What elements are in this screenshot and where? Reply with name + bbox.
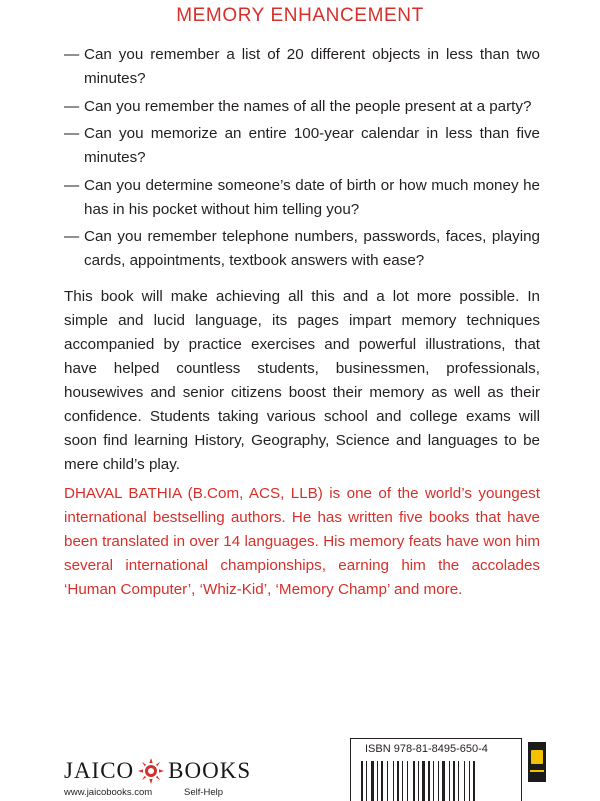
publisher-name-right: BOOKS — [168, 758, 252, 783]
book-description: This book will make achieving all this and a lot more possible. In simple and lucid language, its pages impart memory techniques accompanied by practice exercises and powerful illustrations, that have helped countless students, businessmen, professionals, housewives and senior citizens boost their memory as well as their confidence. Students taking various school and college exams will soon find learning History, Geography, Science and languages to be mere child’s play. — [64, 288, 540, 473]
list-item — [64, 95, 540, 119]
publisher-name-left: JAICO — [64, 758, 135, 783]
question-text: Can you remember a list of 20 different objects in less than two minutes? — [84, 46, 540, 87]
list-item — [64, 225, 540, 273]
dash-bullet: — — [64, 228, 80, 245]
publisher-website: www.jaicobooks.com — [64, 787, 153, 798]
dash-bullet: — — [64, 125, 80, 142]
list-item — [64, 122, 540, 170]
section-heading: MEMORY ENHANCEMENT — [176, 5, 424, 26]
dash-bullet: — — [64, 46, 80, 63]
dash-bullet: — — [64, 97, 80, 115]
question-text: Can you memorize an entire 100-year calendar in less than five minutes? — [84, 125, 540, 166]
barcode-icon — [361, 761, 511, 801]
dash-bullet: — — [64, 176, 80, 194]
question-text: Can you remember the names of all the people present at a party? — [84, 97, 532, 115]
list-item — [64, 174, 540, 222]
publisher-logo — [64, 758, 251, 784]
isbn-text: ISBN 978-81-8495-650-4 — [365, 743, 488, 755]
question-list — [64, 43, 540, 277]
imprint-badge-icon — [528, 742, 546, 782]
question-text: Can you remember telephone numbers, passwords, faces, playing cards, appointments, textbook answers with ease? — [84, 228, 540, 269]
sun-emblem-icon — [138, 758, 164, 784]
book-category: Self-Help — [184, 787, 224, 798]
author-bio: DHAVAL BATHIA (B.Com, ACS, LLB) is one of the world’s youngest international bestselling authors. He has written five books that have been translated in over 14 languages. His memory feats have won him several international championships, earning him the accolades ‘Human Computer’, ‘Whiz-Kid’, ‘Memory Champ’ and more. — [64, 485, 540, 598]
barcode-panel — [350, 738, 522, 801]
list-item — [64, 43, 540, 91]
question-text: Can you determine someone’s date of birth or how much money he has in his pocket without him telling you? — [84, 176, 540, 218]
